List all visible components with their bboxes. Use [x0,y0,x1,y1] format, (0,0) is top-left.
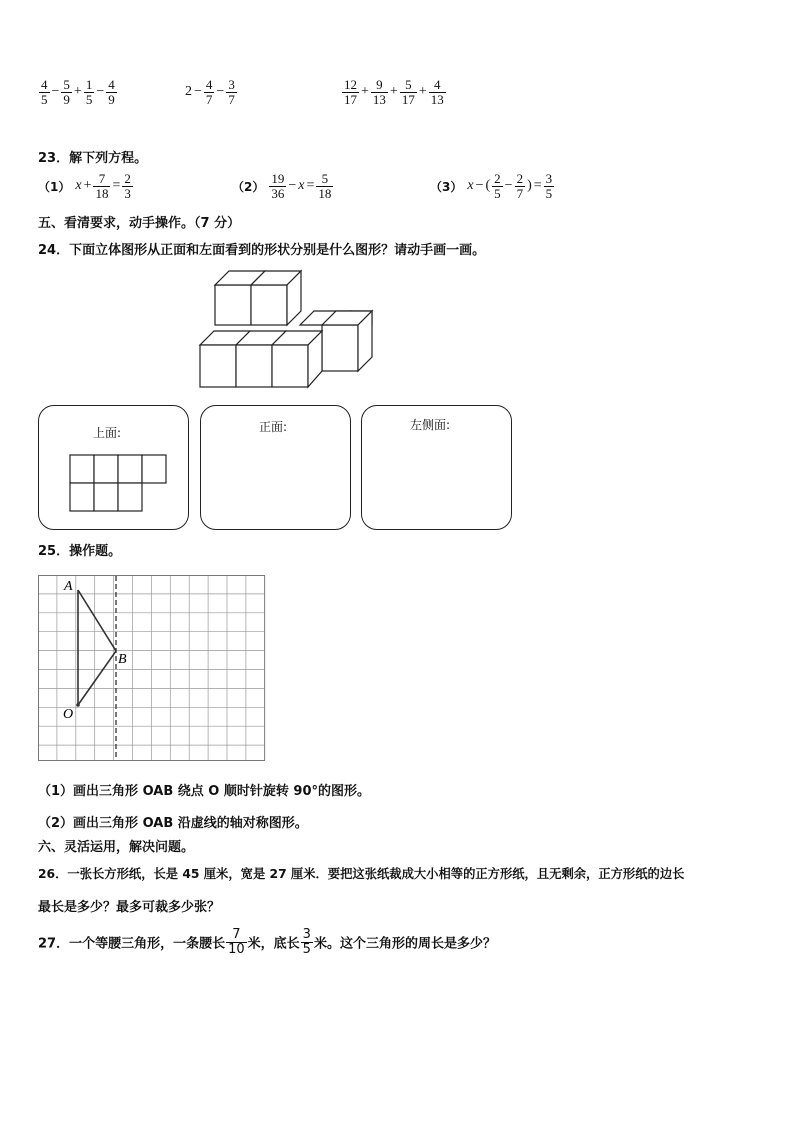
equation-3: （3） x − ( $\frac{2}{5}$ − $\frac{2}{7}$ ) = $\frac{3}{5}$ [430,171,553,201]
fraction: $\frac{4}{5}$ [41,77,48,107]
question-23-title: 23．解下列方程。 [38,151,148,166]
fraction: $\frac{2}{5}$ [494,171,501,201]
box-label-left: 左侧面: [410,418,451,432]
expression-a: $\frac{4}{5}$ − $\frac{5}{9}$ + $\frac{1}{5}$ − $\frac{4}{9}$ [41,77,115,107]
fraction: $\frac{4}{9}$ [108,77,115,107]
label-o: O [63,707,74,722]
section-6-title: 六、灵活运用，解决问题。 [38,840,195,855]
question-24-title: 24．下面立体图形从正面和左面看到的形状分别是什么图形？请动手画一画。 [38,243,486,258]
label-b: B [118,652,127,667]
fraction: $\frac{7}{10}$ [228,927,245,957]
fraction: $\frac{2}{3}$ [124,171,131,201]
fraction: $\frac{3}{5}$ [302,927,311,957]
question-26-line-2: 最长是多少？最多可裁多少张？ [38,900,221,915]
view-box-front[interactable] [200,405,351,530]
grid-figure [38,575,266,761]
fraction: $\frac{2}{7}$ [516,171,524,201]
fraction: $\frac{4}{7}$ [205,77,213,107]
expression-b: 2 − $\frac{4}{7}$ − $\frac{3}{7}$ [185,77,235,107]
top-view-grid [69,454,169,512]
section-5-title: 五、看清要求，动手操作。（7 分） [38,216,241,231]
box-label-top: 上面: [93,426,122,440]
view-box-top [38,405,189,530]
question-27: 27．一个等腰三角形，一条腰长 $\frac{7}{10}$ 米，底长 $\frac{3}{5}$ 米。这个三角形的周长是多少？ [38,927,496,957]
fraction: $\frac{19}{36}$ [271,171,285,201]
fraction: $\frac{3}{5}$ [545,171,553,201]
fraction: $\frac{5}{9}$ [63,77,70,107]
expression-c: $\frac{12}{17}$ + $\frac{9}{13}$ + $\frac{5}{17}$ + $\frac{4}{13}$ [344,77,444,107]
equation-1: （1） x + $\frac{7}{18}$ = $\frac{2}{3}$ [38,171,131,201]
fraction: $\frac{9}{13}$ [372,77,386,107]
box-label-front: 正面: [259,420,288,434]
question-25-task-2: （2）画出三角形 OAB 沿虚线的轴对称图形。 [38,816,308,831]
cube-solid-figure [195,265,380,390]
view-box-left[interactable] [361,405,512,530]
question-26-line-1: 26．一张长方形纸，长是 45 厘米，宽是 27 厘米．要把这张纸裁成大小相等的正方形纸，且无剩余，正方形纸的边长 [38,867,685,881]
fraction: $\frac{3}{7}$ [228,77,235,107]
point-o-dot [76,703,80,707]
fraction: $\frac{1}{5}$ [85,77,93,107]
question-25-task-1: （1）画出三角形 OAB 绕点 O 顺时针旋转 90°的图形。 [38,784,370,799]
fraction: $\frac{4}{13}$ [430,77,444,107]
equation-2: （2） $\frac{19}{36}$ − x = $\frac{5}{18}$ [232,171,332,201]
fraction: $\frac{5}{17}$ [401,77,415,107]
fraction: $\frac{7}{18}$ [95,171,109,201]
label-a: A [64,579,73,594]
question-25-title: 25．操作题。 [38,544,122,559]
fraction: $\frac{5}{18}$ [318,171,332,201]
fraction: $\frac{12}{17}$ [344,77,357,107]
